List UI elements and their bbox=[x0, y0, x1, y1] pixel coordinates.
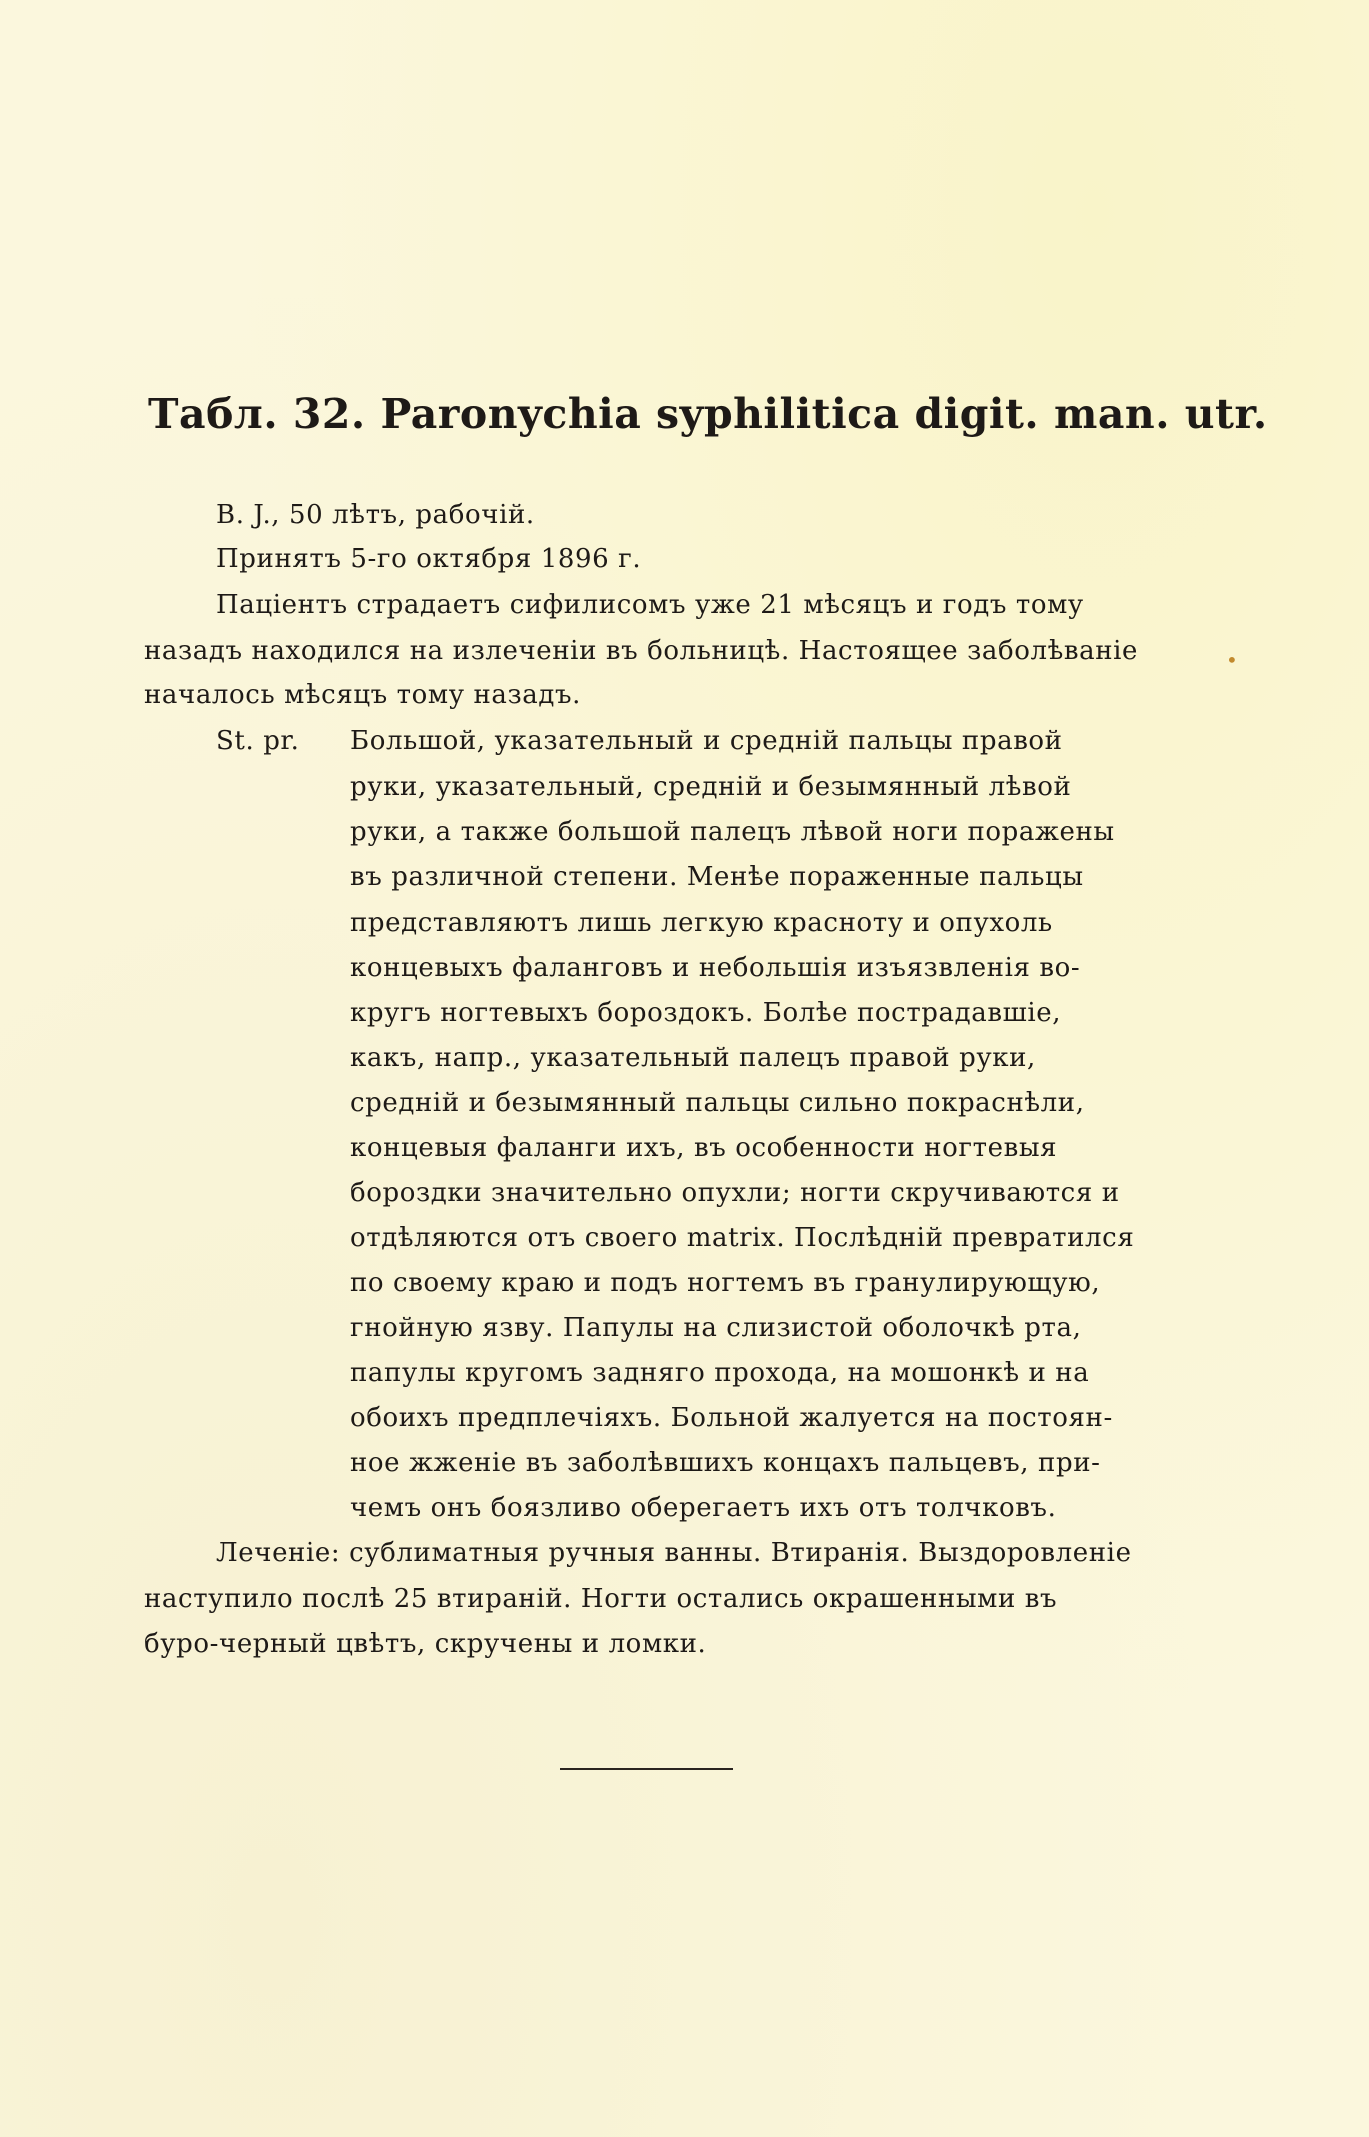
section-divider bbox=[560, 1768, 733, 1770]
treatment-line: Леченіе: сублиматныя ручныя ванны. Втиранія. Выздоровленіе bbox=[216, 1538, 1132, 1568]
status-line: концевыхъ фаланговъ и небольшія изъязвленія во- bbox=[350, 953, 1081, 983]
history-line: назадъ находился на излеченіи въ больницѣ. Настоящее заболѣваніе bbox=[144, 636, 1139, 666]
status-line: отдѣляются отъ своего matrix. Послѣдній превратился bbox=[350, 1223, 1135, 1253]
status-line: въ различной степени. Менѣе пораженные пальцы bbox=[350, 862, 1084, 892]
status-line: Большой, указательный и средній пальцы правой bbox=[350, 726, 1063, 756]
admitted-line: Принятъ 5-го октября 1896 г. bbox=[216, 544, 642, 574]
status-line: руки, указательный, средній и безымянный лѣвой bbox=[350, 772, 1072, 802]
history-line: Паціентъ страдаетъ сифилисомъ уже 21 мѣсяцъ и годъ тому bbox=[216, 590, 1084, 620]
status-praesens-label: St. pr. bbox=[216, 726, 300, 756]
status-line: бороздки значительно опухли; ногти скручиваются и bbox=[350, 1178, 1120, 1208]
treatment-line: наступило послѣ 25 втираній. Ногти остались окрашенными въ bbox=[144, 1584, 1058, 1614]
status-line: кругъ ногтевыхъ бороздокъ. Болѣе пострадавшіе, bbox=[350, 998, 1062, 1028]
status-line: обоихъ предплечіяхъ. Больной жалуется на постоян- bbox=[350, 1403, 1113, 1433]
status-line: какъ, напр., указательный палецъ правой руки, bbox=[350, 1043, 1036, 1073]
status-line: гнойную язву. Папулы на слизистой оболочкѣ рта, bbox=[350, 1313, 1082, 1343]
status-line: руки, а также большой палецъ лѣвой ноги поражены bbox=[350, 817, 1115, 847]
status-line: папулы кругомъ задняго прохода, на мошонкѣ и на bbox=[350, 1358, 1090, 1388]
status-line: представляютъ лишь легкую красноту и опухоль bbox=[350, 908, 1053, 938]
patient-line: В. J., 50 лѣтъ, рабочій. bbox=[216, 500, 535, 530]
status-line: концевыя фаланги ихъ, въ особенности ногтевыя bbox=[350, 1133, 1058, 1163]
treatment-line: буро-черный цвѣтъ, скручены и ломки. bbox=[144, 1629, 707, 1659]
table-title: Табл. 32. Paronychia syphilitica digit. man. utr. bbox=[148, 390, 1268, 438]
status-line: средній и безымянный пальцы сильно покраснѣли, bbox=[350, 1088, 1085, 1118]
status-line: чемъ онъ боязливо оберегаетъ ихъ отъ толчковъ. bbox=[350, 1493, 1057, 1523]
status-line: ное жженіе въ заболѣвшихъ концахъ пальцевъ, при- bbox=[350, 1448, 1101, 1478]
status-line: по своему краю и подъ ногтемъ въ гранулирующую, bbox=[350, 1268, 1101, 1298]
history-line: началось мѣсяцъ тому назадъ. bbox=[144, 680, 582, 710]
margin-mark: • bbox=[1226, 648, 1238, 672]
